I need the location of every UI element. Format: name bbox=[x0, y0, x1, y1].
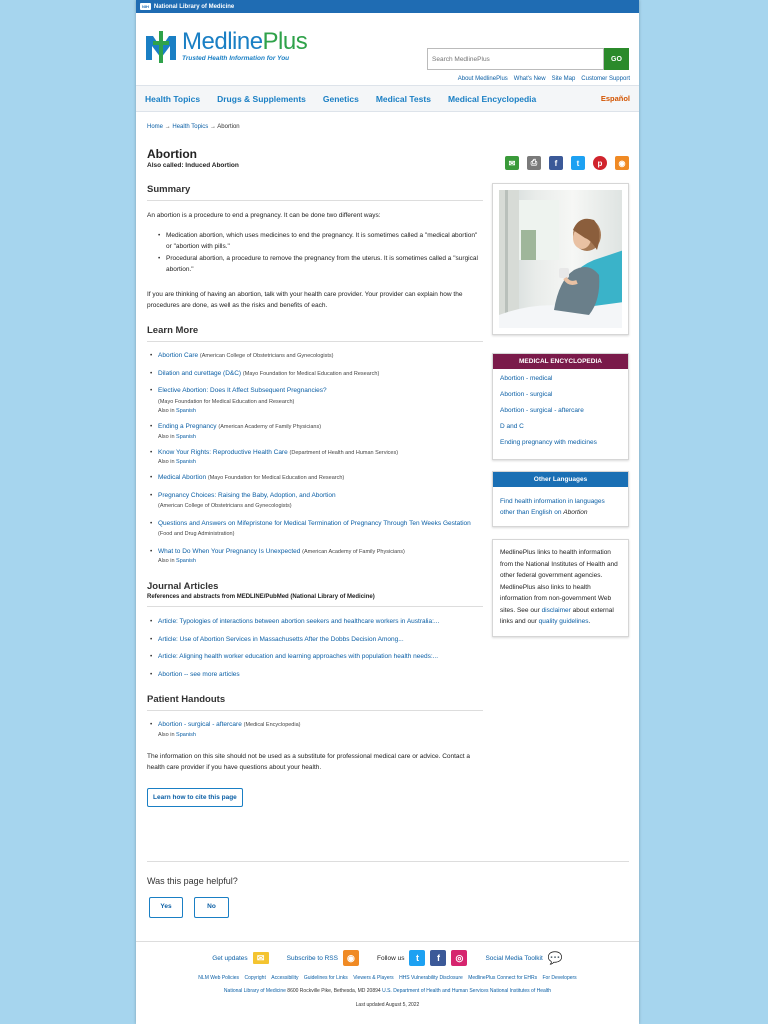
footer-link[interactable]: Viewers & Players bbox=[353, 975, 394, 981]
twitter-icon[interactable]: t bbox=[409, 950, 425, 966]
breadcrumb-home[interactable]: Home bbox=[147, 124, 164, 130]
helpful-yes-button[interactable]: Yes bbox=[149, 897, 183, 918]
journal-article-link[interactable]: Article: Aligning health worker education and learning approaches with population health needs:... bbox=[158, 653, 439, 660]
site-map-link[interactable]: Site Map bbox=[551, 76, 576, 82]
resource-source: (Mayo Foundation for Medical Education and Research) bbox=[242, 370, 380, 377]
encyclopedia-link[interactable]: Ending pregnancy with medicines bbox=[500, 439, 597, 446]
list-item: • Procedural abortion, a procedure to remove the pregnancy from the uterus. It is sometimes called a "surgical abortion." bbox=[157, 254, 483, 275]
footer-link[interactable]: NLM Web Policies bbox=[198, 975, 240, 981]
nih-badge: NIH bbox=[142, 4, 149, 9]
sidebar bbox=[492, 156, 629, 637]
footer-social-row bbox=[136, 950, 639, 966]
breadcrumb-health-topics[interactable]: Health Topics bbox=[172, 124, 209, 130]
summary-outro: If you are thinking of having an abortion, talk with your health care provider. Your provider can explain how the procedures are done, as well as the risks and benefits of each. bbox=[147, 291, 463, 309]
search-go-button[interactable]: GO bbox=[604, 48, 629, 70]
footer-links bbox=[136, 975, 639, 981]
list-item bbox=[149, 652, 483, 663]
list-item bbox=[149, 386, 483, 415]
encyclopedia-link[interactable]: Abortion - surgical bbox=[500, 391, 553, 398]
envelope-icon[interactable]: ✉ bbox=[253, 952, 269, 964]
footer bbox=[136, 941, 639, 1024]
also-called: Also called: Induced Abortion bbox=[147, 162, 239, 169]
also-in-spanish: Also in Spanish bbox=[158, 459, 196, 465]
external-links-box: MedlinePlus links to health information from the National Institutes of Health and other federal government agencies. MedlinePlus also links to health information from non-government Web sites. See our disclaimer about external links and our quality guidelines. bbox=[492, 539, 629, 637]
handout-source: (Medical Encyclopedia) bbox=[243, 722, 301, 728]
facebook-icon[interactable]: f bbox=[549, 156, 563, 170]
also-in-spanish: Also in Spanish bbox=[158, 731, 196, 738]
medical-disclaimer: The information on this site should not be used as a substitute for professional medical care or advice. Contact a health care provider if you have questions about your health. bbox=[147, 752, 471, 771]
spanish-link[interactable]: Spanish bbox=[176, 459, 196, 465]
breadcrumb-current: Abortion bbox=[217, 124, 240, 130]
spanish-link[interactable]: Spanish bbox=[176, 731, 196, 738]
journal-subheading: References and abstracts from MEDLINE/PubMed (National Library of Medicine) bbox=[147, 594, 483, 607]
disclaimer-link[interactable]: disclaimer bbox=[541, 606, 571, 614]
learn-more-link[interactable]: Know Your Rights: Reproductive Health Care bbox=[158, 448, 288, 456]
caduceus-logo-icon bbox=[144, 30, 178, 64]
journal-article-link[interactable]: Article: Typologies of interactions between abortion seekers and healthcare workers in Australia:... bbox=[158, 618, 440, 625]
nih-link[interactable]: National Institutes of Health bbox=[489, 988, 552, 994]
nav-health-topics[interactable]: Health Topics bbox=[145, 93, 201, 104]
resource-source: (Department of Health and Human Services) bbox=[289, 449, 399, 456]
last-updated: Last updated August 5, 2022 bbox=[355, 1002, 420, 1008]
subscribe-rss-link[interactable]: Subscribe to RSS bbox=[286, 954, 338, 962]
journal-list bbox=[149, 617, 483, 680]
also-in-spanish: Also in Spanish bbox=[158, 408, 196, 414]
rss-icon[interactable]: ◉ bbox=[343, 950, 359, 966]
main-content bbox=[147, 124, 483, 807]
list-item bbox=[149, 473, 483, 484]
medical-encyclopedia-box bbox=[492, 353, 629, 460]
share-bar bbox=[492, 156, 629, 170]
resource-source: (American Academy of Family Physicians) bbox=[302, 548, 405, 555]
languages-topic: Abortion bbox=[563, 509, 588, 516]
resource-source: (Mayo Foundation for Medical Education and Research) bbox=[207, 475, 345, 481]
list-item bbox=[149, 369, 483, 380]
utility-links bbox=[458, 76, 630, 82]
footer-address: National Library of Medicine 8600 Rockville Pike, Bethesda, MD 20894 U.S. Department of Health and Human Services National Institutes of Health bbox=[223, 988, 552, 994]
resource-source: (Mayo Foundation for Medical Education and Research) bbox=[158, 398, 295, 405]
other-languages-box bbox=[492, 471, 629, 527]
patient-handouts-heading: Patient Handouts bbox=[147, 694, 483, 711]
quality-guidelines-link[interactable]: quality guidelines bbox=[538, 618, 589, 625]
whats-new-link[interactable]: What's New bbox=[513, 76, 546, 82]
spanish-link[interactable]: Spanish bbox=[176, 558, 196, 564]
woman-in-bed-illustration bbox=[499, 190, 622, 328]
social-media-toolkit-link[interactable]: Social Media Toolkit bbox=[485, 954, 543, 962]
nlm-footer-link[interactable]: National Library of Medicine bbox=[223, 988, 286, 994]
espanol-link[interactable]: Español bbox=[600, 94, 630, 103]
handout-link[interactable]: Abortion - surgical - aftercare bbox=[158, 721, 242, 728]
list-item bbox=[149, 491, 483, 512]
handouts-list bbox=[149, 720, 483, 739]
customer-support-link[interactable]: Customer Support bbox=[581, 76, 630, 82]
footer-link[interactable]: Guidelines for Links bbox=[303, 975, 348, 981]
nlm-link[interactable]: National Library of Medicine bbox=[153, 3, 235, 10]
list-item bbox=[149, 448, 483, 467]
list-item bbox=[149, 635, 483, 646]
spanish-link[interactable]: Spanish bbox=[176, 408, 196, 414]
nav-genetics[interactable]: Genetics bbox=[322, 93, 359, 104]
footer-link[interactable]: MedlinePlus Connect for EHRs bbox=[468, 975, 538, 981]
list-item bbox=[149, 720, 483, 739]
search-form bbox=[427, 48, 629, 70]
learn-more-link[interactable]: Questions and Answers on Mifepristone for Medical Termination of Pregnancy Through Ten Weeks Gestation bbox=[158, 519, 471, 527]
journal-heading: Journal Articles bbox=[147, 581, 219, 592]
resource-source: (American Academy of Family Physicians) bbox=[218, 424, 322, 430]
learn-more-link[interactable]: Abortion Care bbox=[158, 352, 199, 359]
list-item bbox=[149, 547, 483, 566]
learn-more-heading: Learn More bbox=[147, 325, 483, 342]
other-languages-heading: Other Languages bbox=[493, 472, 628, 487]
divider bbox=[147, 861, 629, 862]
list-item bbox=[149, 617, 483, 628]
nav-medical-encyclopedia[interactable]: Medical Encyclopedia bbox=[447, 93, 537, 104]
learn-more-link[interactable]: What to Do When Your Pregnancy Is Unexpected bbox=[158, 547, 301, 555]
header bbox=[136, 13, 639, 85]
spanish-link[interactable]: Spanish bbox=[176, 433, 196, 440]
encyclopedia-link[interactable]: Abortion - surgical - aftercare bbox=[500, 407, 584, 414]
encyclopedia-link[interactable]: D and C bbox=[500, 423, 524, 430]
pinterest-icon[interactable]: p bbox=[593, 156, 607, 170]
learn-more-link[interactable]: Medical Abortion bbox=[158, 474, 207, 481]
list-item bbox=[149, 519, 483, 540]
see-more-articles-link[interactable]: Abortion -- see more articles bbox=[158, 670, 240, 678]
follow-us-label: Follow us bbox=[376, 954, 405, 962]
footer-link[interactable]: Copyright bbox=[244, 975, 266, 981]
facebook-icon[interactable]: f bbox=[430, 950, 446, 966]
instagram-icon[interactable]: ◎ bbox=[451, 950, 467, 966]
logo-name: MedlinePlus bbox=[182, 28, 308, 55]
nav-medical-tests[interactable]: Medical Tests bbox=[375, 93, 431, 104]
hhs-link[interactable]: U.S. Department of Health and Human Services bbox=[382, 988, 489, 994]
page bbox=[136, 0, 639, 1024]
topic-image-card bbox=[492, 183, 629, 335]
print-icon[interactable]: ⎙ bbox=[527, 156, 541, 170]
learn-more-link[interactable]: Ending a Pregnancy bbox=[158, 423, 217, 430]
email-icon[interactable]: ✉ bbox=[505, 156, 519, 170]
learn-more-list bbox=[149, 351, 483, 565]
also-in-spanish: Also in Spanish bbox=[158, 433, 196, 440]
page-helpful-question: Was this page helpful? bbox=[147, 876, 238, 886]
encyclopedia-heading: MEDICAL ENCYCLOPEDIA bbox=[493, 354, 628, 369]
learn-more-link[interactable]: Dilation and curettage (D&C) bbox=[158, 369, 242, 377]
footer-link[interactable]: HHS Vulnerability Disclosure bbox=[399, 975, 463, 981]
summary-intro: An abortion is a procedure to end a pregnancy. It can be done two different ways: bbox=[147, 212, 381, 219]
search-input[interactable] bbox=[427, 48, 604, 70]
rss-icon[interactable]: ◉ bbox=[615, 156, 629, 170]
speech-bubble-icon[interactable]: 💬 bbox=[547, 951, 563, 965]
breadcrumb: Home → Health Topics → Abortion bbox=[147, 124, 240, 130]
resource-source: (Food and Drug Administration) bbox=[158, 531, 235, 537]
helpful-no-button[interactable]: No bbox=[194, 897, 229, 918]
journal-article-link[interactable]: Article: Use of Abortion Services in Massachusetts After the Dobbs Decision Among... bbox=[158, 635, 404, 643]
resource-source: (American College of Obstetricians and Gynecologists) bbox=[158, 503, 292, 509]
get-updates-link[interactable]: Get updates bbox=[212, 954, 248, 962]
list-item bbox=[149, 351, 483, 362]
learn-more-link[interactable]: Pregnancy Choices: Raising the Baby, Adoption, and Abortion bbox=[158, 491, 336, 499]
nav-drugs-supplements[interactable]: Drugs & Supplements bbox=[217, 93, 306, 104]
also-in-spanish: Also in Spanish bbox=[158, 558, 196, 564]
list-item: • Medication abortion, which uses medicines to end the pregnancy. It is sometimes called a "medical abortion" or "abortion with pills." bbox=[157, 231, 483, 252]
topic-image bbox=[499, 190, 622, 328]
summary-heading: Summary bbox=[147, 184, 483, 201]
page-title: Abortion bbox=[147, 147, 197, 161]
encyclopedia-link[interactable]: Abortion - medical bbox=[500, 375, 553, 382]
footer-link[interactable]: For Developers bbox=[542, 975, 577, 981]
logo-tagline: Trusted Health Information for You bbox=[182, 55, 290, 62]
resource-source: (American College of Obstetricians and Gynecologists) bbox=[199, 353, 334, 359]
nlm-bar bbox=[136, 0, 639, 13]
twitter-icon[interactable]: t bbox=[571, 156, 585, 170]
footer-link[interactable]: Accessibility bbox=[271, 975, 299, 981]
list-item bbox=[149, 670, 483, 681]
list-item bbox=[149, 422, 483, 441]
about-link[interactable]: About MedlinePlus bbox=[457, 76, 508, 82]
medlineplus-logo[interactable] bbox=[144, 30, 307, 64]
learn-more-link[interactable]: Elective Abortion: Does It Affect Subsequent Pregnancies? bbox=[158, 387, 327, 394]
summary-list bbox=[157, 231, 483, 275]
main-nav bbox=[136, 85, 639, 112]
cite-page-button[interactable]: Learn how to cite this page bbox=[147, 788, 243, 807]
other-languages-link[interactable]: Find health information in languages other than English on bbox=[500, 498, 605, 516]
